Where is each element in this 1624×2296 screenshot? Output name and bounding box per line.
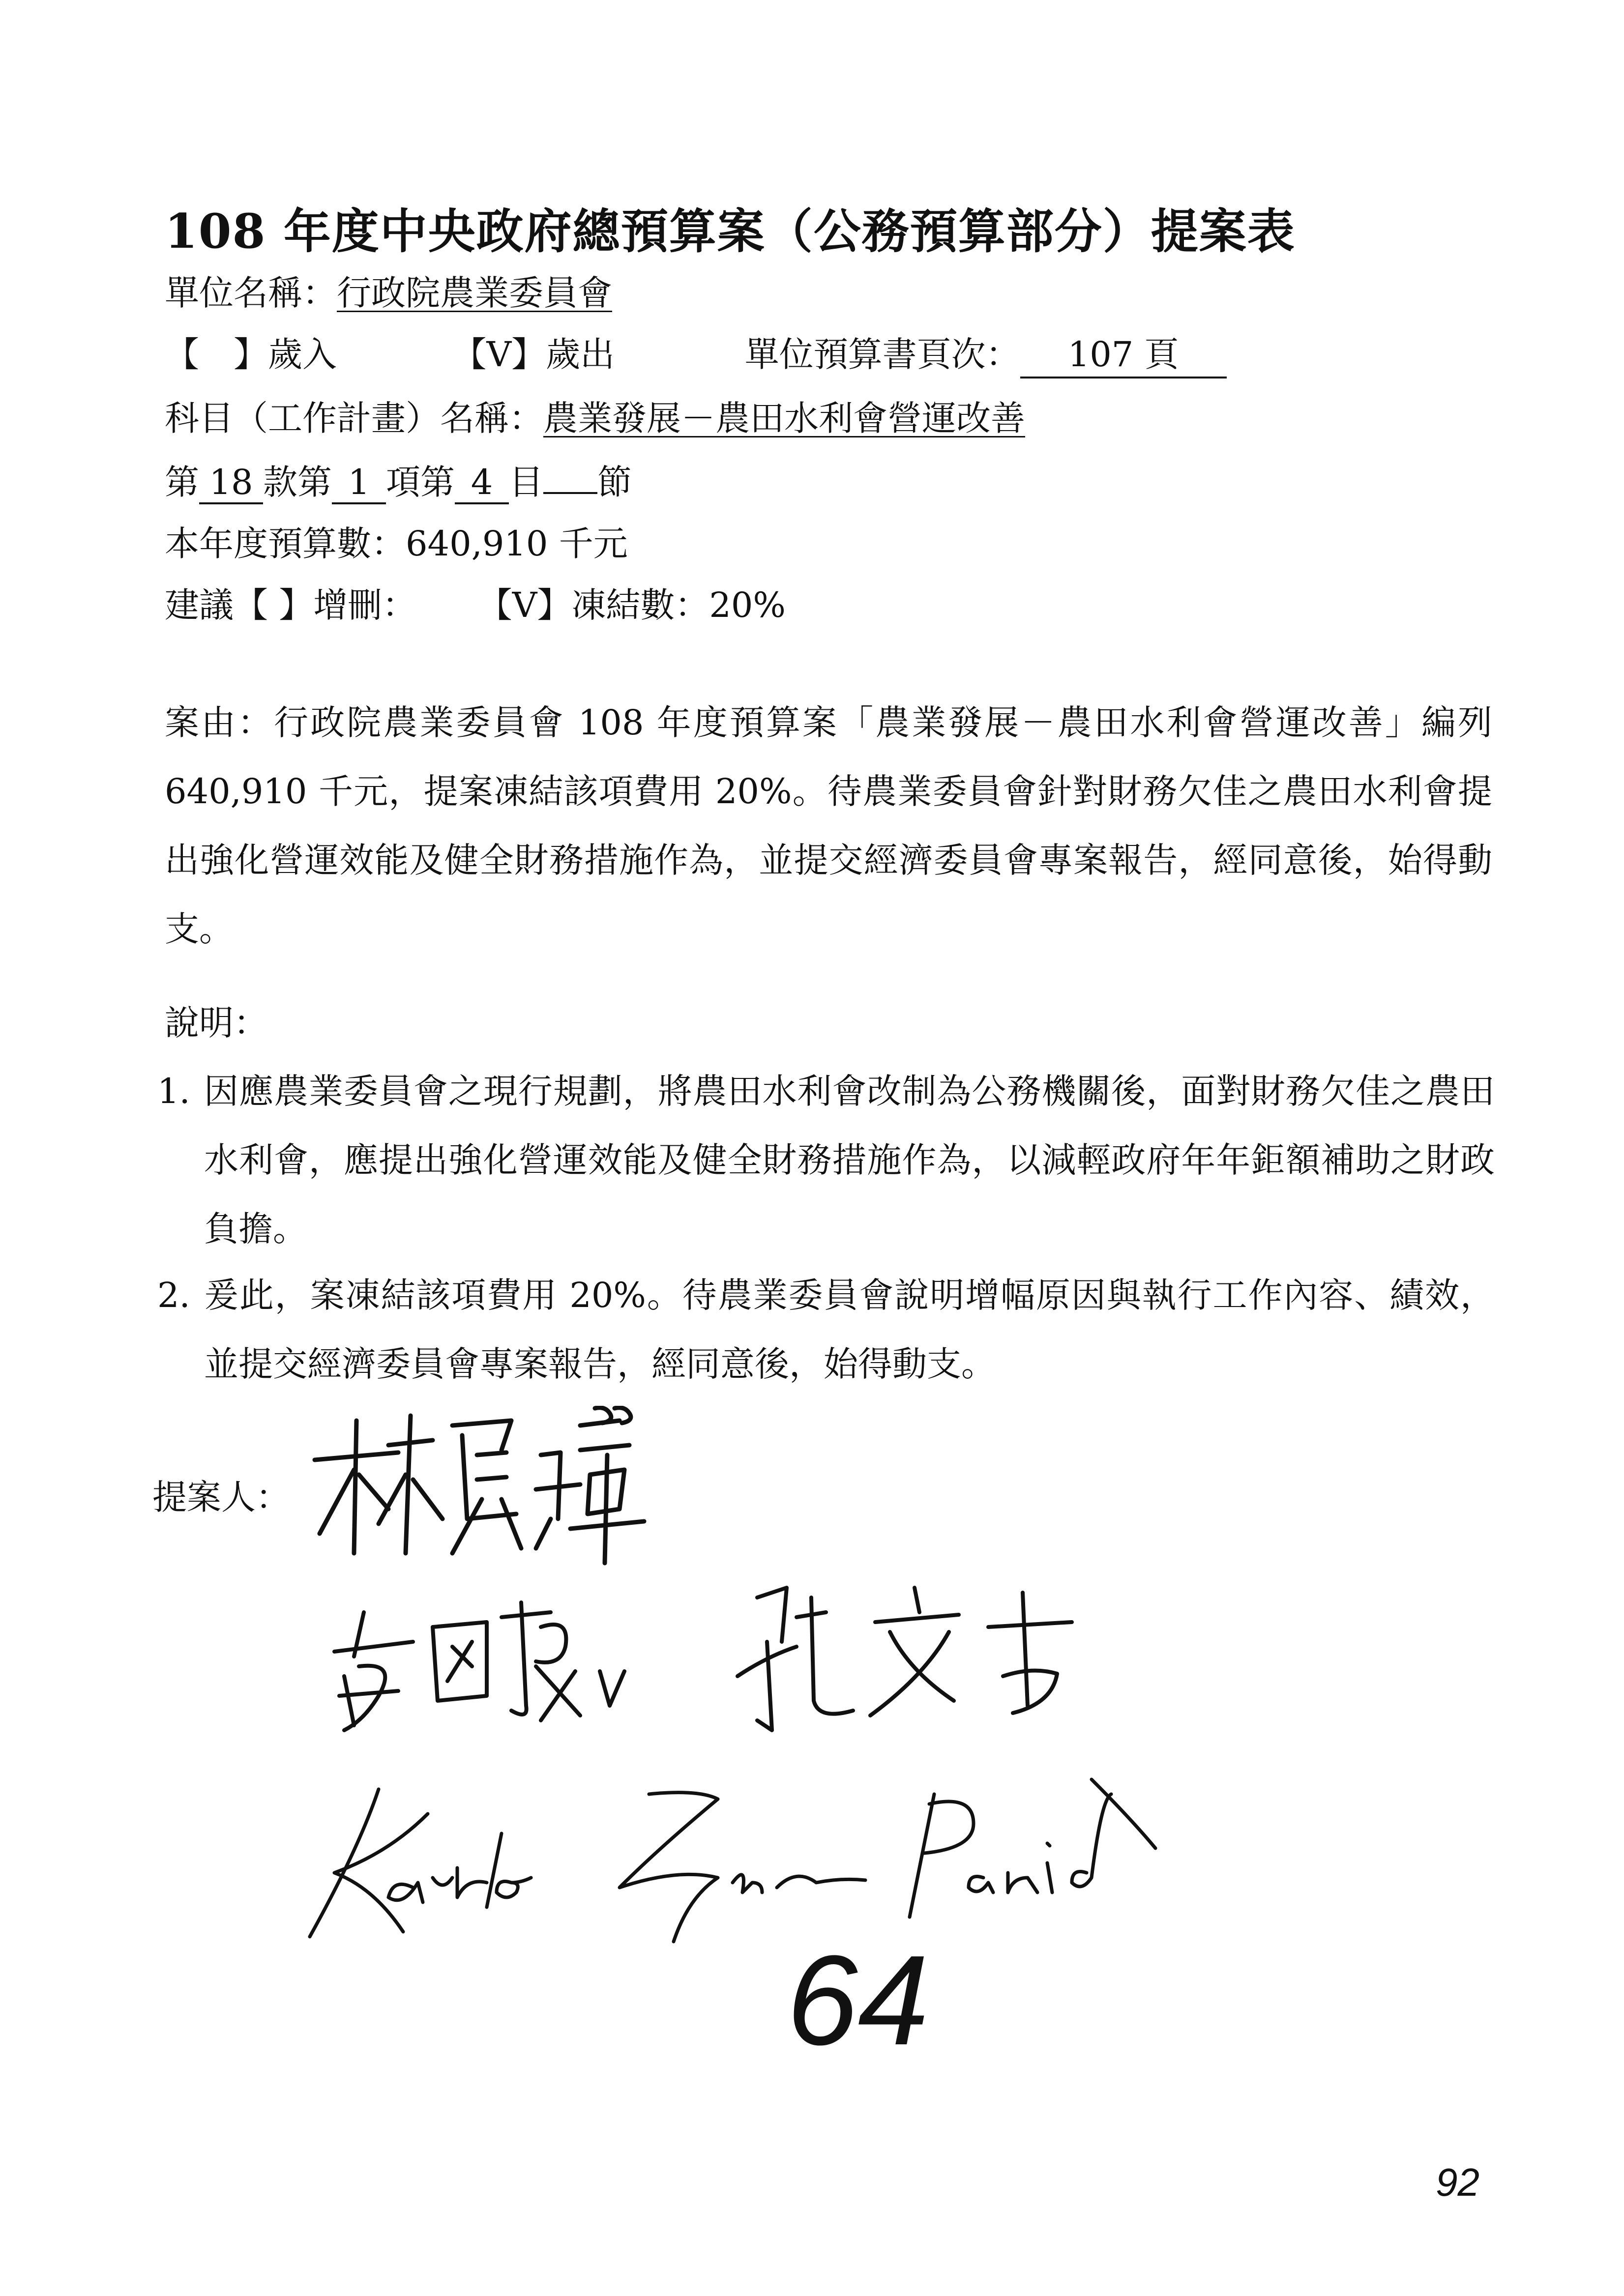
section-mu-label: 目 xyxy=(509,462,543,502)
explanation-item-1 xyxy=(157,1057,1495,1263)
page-ref-value: 107 頁 xyxy=(1020,327,1227,378)
item-number: 1. xyxy=(157,1071,190,1111)
income-checkbox: 【 】 xyxy=(165,334,268,375)
page-number: 92 xyxy=(1436,2160,1479,2204)
subject-label: 科目（工作計畫）名稱： xyxy=(165,398,543,438)
section-prefix: 第 xyxy=(165,462,199,502)
signature-4 xyxy=(305,1774,1190,1951)
budget-label: 本年度預算數： xyxy=(165,523,406,564)
form-title: 108 年度中央政府總預算案（公務預算部分）提案表 xyxy=(165,203,1296,259)
freeze-label: 凍結數： xyxy=(571,585,709,625)
item-number: 2. xyxy=(157,1275,190,1315)
income-label: 歲入 xyxy=(268,334,337,375)
type-row xyxy=(165,327,1227,378)
signature-1 xyxy=(305,1406,649,1568)
subject-value: 農業發展－農田水利會營運改善 xyxy=(543,398,1025,438)
explanation-item-2 xyxy=(157,1261,1495,1398)
section-jie xyxy=(543,492,597,494)
handwritten-number: 64 xyxy=(787,1929,929,2072)
reason-paragraph xyxy=(165,688,1492,963)
section-jie-label: 節 xyxy=(597,462,632,502)
unit-row xyxy=(165,265,612,315)
expense-checkbox: 【V】 xyxy=(452,334,546,375)
modify-checkbox: 【 】 xyxy=(234,585,314,625)
expense-label: 歲出 xyxy=(546,334,615,375)
unit-label: 單位名稱： xyxy=(165,273,337,313)
budget-row xyxy=(165,516,628,566)
subject-row xyxy=(165,391,1025,440)
suggestion-row xyxy=(165,578,786,627)
section-row xyxy=(165,455,632,504)
signature-3 xyxy=(728,1578,1121,1745)
section-mu: 4 xyxy=(455,462,509,504)
item-text: 因應農業委員會之現行規劃，將農田水利會改制為公務機關後，面對財務欠佳之農田水利會，應提出強化營運效能及健全財務措施作為，以減輕政府年年鉅額補助之財政負擔。 xyxy=(204,1071,1495,1249)
item-text: 爰此，案凍結該項費用 20%。待農業委員會說明增幅原因與執行工作內容、績效，並提交經濟委員會專案報告，經同意後，始得動支。 xyxy=(204,1275,1495,1384)
explanation-label: 說明： xyxy=(165,1003,268,1043)
modify-label: 增刪： xyxy=(313,585,417,625)
signature-2 xyxy=(325,1598,669,1760)
section-kuan: 18 xyxy=(199,462,263,504)
section-xiang: 1 xyxy=(332,462,386,504)
page-ref-label: 單位預算書頁次： xyxy=(744,334,1020,375)
section-kuan-label: 款第 xyxy=(263,462,332,502)
freeze-checkbox: 【V】 xyxy=(477,585,572,625)
reason-text: 案由：行政院農業委員會 108 年度預算案「農業發展－農田水利會營運改善」編列 640,910 千元，提案凍結該項費用 20%。待農業委員會針對財務欠佳之農田水利會提出強化營運效能及健全財務措施作為，並提交經濟委員會專案報告，經同意後，始得動支。 xyxy=(165,702,1492,949)
budget-value: 640,910 千元 xyxy=(406,523,628,564)
freeze-value: 20% xyxy=(709,585,786,625)
unit-value: 行政院農業委員會 xyxy=(337,273,612,313)
section-xiang-label: 項第 xyxy=(386,462,455,502)
suggestion-prefix: 建議 xyxy=(165,585,234,625)
proposer-label: 提案人： xyxy=(152,1477,290,1517)
